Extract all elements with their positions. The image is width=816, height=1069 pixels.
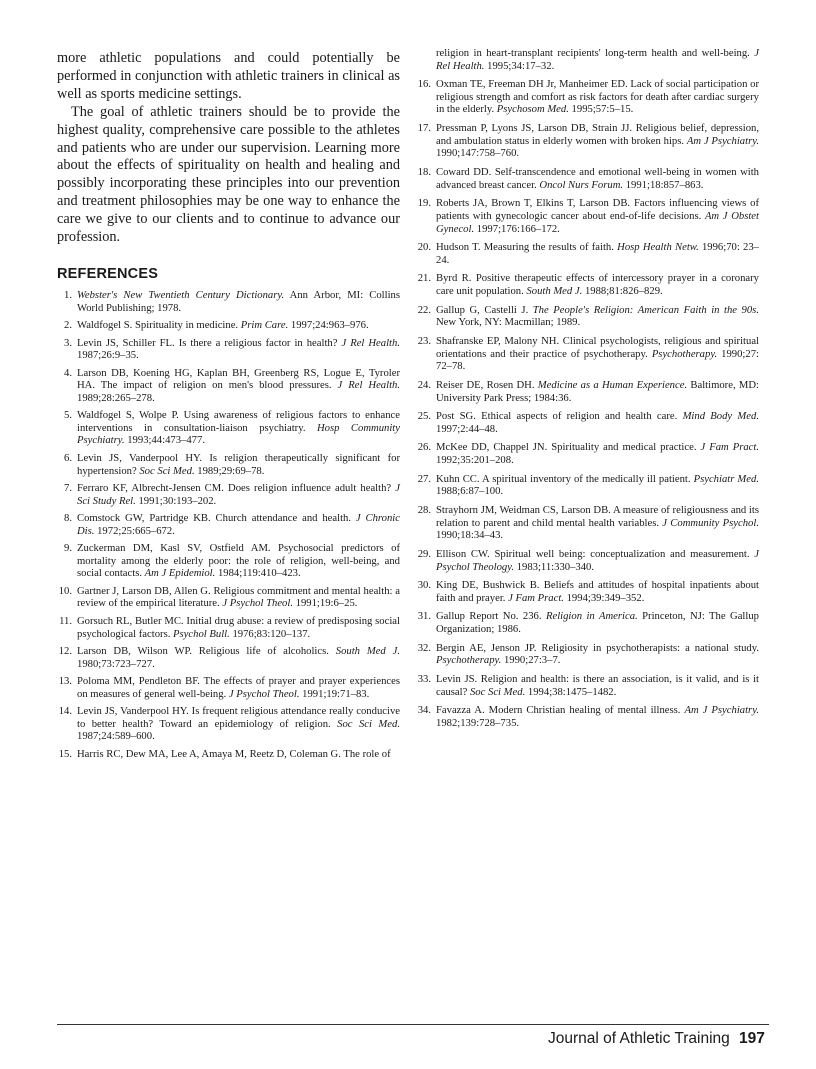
reference-item [416, 474, 759, 499]
ref-number: 30. [417, 580, 431, 592]
ref-details: Ann Arbor, MI: Collins World Publishing; 1978. [77, 289, 400, 314]
ref-journal: Psychol Bull. [173, 628, 230, 640]
ref-journal: J Psychol Theology. [436, 548, 759, 573]
body-paragraph: more athletic populations and could potentially be performed in conjunction with athletic trainers in clinical as well as sports medicine settings. [57, 50, 400, 102]
ref-details: 1990;27:3–7. [501, 655, 561, 667]
ref-journal: J Community Psychol. [662, 517, 759, 529]
ref-number: 33. [417, 674, 431, 686]
ref-details: 1991;18:857–863. [623, 179, 704, 191]
reference-item [416, 411, 759, 436]
ref-number: 32. [417, 642, 431, 654]
ref-journal: J Rel Health. [436, 48, 759, 72]
reference-item [416, 549, 759, 574]
ref-number: 7. [64, 483, 72, 495]
ref-text: Ellison CW. Spiritual well being: conceptualization and measurement. [436, 548, 755, 560]
ref-journal: Soc Sci Med. [337, 718, 400, 730]
ref-text: Roberts JA, Brown T, Elkins T, Larson DB. Factors influencing views of patients with gynecologic cancer about end-of-life decisions. [436, 198, 759, 222]
ref-journal: J Rel Health. [341, 337, 400, 349]
ref-text: Kuhn CC. A spiritual inventory of the medically ill patient. [436, 473, 694, 485]
reference-item [416, 273, 759, 298]
reference-item [57, 368, 400, 406]
ref-details: 1997;24:963–976. [288, 320, 369, 332]
ref-journal: J Fam Pract. [508, 592, 564, 604]
ref-journal: Oncol Nurs Forum. [539, 179, 624, 191]
ref-details: Princeton, NJ: The Gallup Organization; 1986. [436, 611, 759, 636]
reference-item [57, 320, 400, 333]
ref-text: Favazza A. Modern Christian healing of mental illness. [436, 705, 685, 717]
reference-item [416, 336, 759, 374]
reference-item [57, 410, 400, 448]
reference-item [416, 442, 759, 467]
ref-text: Pressman P, Lyons JS, Larson DB, Strain JJ. Religious belief, depression, and ambulation status in elderly women with broken hips. [436, 123, 759, 147]
ref-text: Harris RC, Dew MA, Lee A, Amaya M, Reetz D, Coleman G. The role of [77, 748, 391, 760]
ref-text: Zuckerman DM, Kasl SV, Ostfield AM. Psychosocial predictors of mortality among the elderly poor: the role of religion, well-being, and social contacts. [77, 543, 400, 580]
ref-details: 1988;6:87–100. [436, 486, 504, 498]
ref-text: Shafranske EP, Malony NH. Clinical psychologists, religious and spiritual orientations and their practice of psychotherapy. [436, 336, 759, 360]
ref-journal: Hosp Community Psychiatry. [77, 422, 400, 447]
ref-details: 1987;26:9–35. [77, 350, 139, 362]
ref-number: 18. [417, 167, 431, 179]
ref-journal: Psychotherapy. [436, 655, 502, 667]
ref-journal: Psychotherapy. [651, 348, 718, 360]
ref-number: 2. [64, 320, 72, 332]
ref-journal: Am J Epidemiol. [144, 568, 216, 580]
ref-journal: Psychosom Med. [496, 104, 569, 116]
ref-journal: Am J Psychiatry. [686, 135, 759, 147]
ref-number: 24. [417, 379, 431, 391]
ref-number: 8. [64, 513, 72, 525]
ref-text: Waldfogel S, Wolpe P. Using awareness of religious factors to enhance interventions in consultation-liaison psychiatry. [77, 410, 400, 434]
reference-item [416, 643, 759, 668]
ref-number: 4. [64, 367, 72, 379]
ref-number: 23. [417, 336, 431, 348]
ref-text: Post SG. Ethical aspects of religion and health care. [436, 411, 683, 423]
ref-number: 9. [64, 543, 72, 555]
ref-details: 1984;119:410–423. [215, 568, 301, 580]
ref-details: 1980;73:723–727. [77, 658, 155, 670]
ref-journal: South Med J. [335, 646, 400, 658]
ref-details: Baltimore, MD: University Park Press; 1984:36. [436, 379, 759, 404]
reference-item [57, 646, 400, 671]
ref-details: 1972;25:665–672. [94, 525, 175, 537]
reference-item [416, 674, 759, 699]
ref-journal: J Psychol Theol. [228, 688, 300, 700]
ref-number: 16. [417, 79, 431, 91]
ref-text: Gartner J, Larson DB, Allen G. Religious commitment and mental health: a review of the empirical literature. [77, 585, 400, 610]
ref-number: 6. [64, 452, 72, 464]
ref-details: 1989;28:265–278. [77, 392, 155, 404]
references-heading: REFERENCES [57, 265, 159, 282]
ref-text: Ferraro KF, Albrecht-Jensen CM. Does religion influence adult health? [77, 483, 396, 495]
ref-details: 1992;35:201–208. [436, 455, 514, 467]
footer-rule [57, 1024, 769, 1025]
ref-text: Strayhorn JM, Weidman CS, Larson DB. A measure of religiousness and its relation to parent and child mental health variables. [436, 505, 759, 529]
left-column [57, 50, 400, 766]
ref-number: 19. [417, 198, 431, 210]
ref-details: 1982;139:728–735. [436, 717, 520, 729]
ref-number: 12. [58, 646, 72, 658]
ref-journal: J Chronic Dis. [77, 513, 400, 537]
ref-details: 1996;70: 23–24. [436, 242, 759, 266]
ref-details: 1990;18:34–43. [436, 530, 504, 542]
ref-number: 27. [417, 473, 431, 485]
ref-number: 31. [417, 611, 431, 623]
ref-journal: J Psychol Theol. [222, 598, 293, 610]
ref-text: Levin JS, Vanderpool HY. Is frequent religious attendance really conducive to better health? Toward an epidemiology of religion. [77, 706, 400, 730]
ref-text: Larson DB, Wilson WP. Religious life of alcoholics. [77, 646, 336, 658]
reference-item [416, 123, 759, 161]
reference-item [416, 611, 759, 636]
ref-number: 1. [64, 289, 72, 301]
ref-details: 1991;19:6–25. [292, 598, 358, 610]
reference-item [57, 749, 400, 762]
ref-text: Levin JS, Vanderpool HY. Is religion therapeutically significant for hypertension? [77, 452, 400, 477]
article-body [57, 50, 400, 247]
ref-details: 1989;29:69–78. [194, 465, 265, 477]
reference-item [416, 380, 759, 405]
ref-details: 1990;147:758–760. [436, 148, 520, 160]
ref-details: 1991;19:71–83. [299, 688, 370, 700]
right-column [416, 48, 759, 737]
reference-item [416, 705, 759, 730]
ref-journal: J Fam Pract. [700, 442, 759, 454]
ref-journal: Mind Body Med. [682, 411, 759, 423]
reference-item [416, 242, 759, 267]
ref-details: 1997;2:44–48. [436, 423, 498, 435]
ref-text: Poloma MM, Pendleton BF. The effects of prayer and prayer experiences on measures of general well-being. [77, 676, 400, 700]
ref-number: 21. [417, 273, 431, 285]
ref-journal: Am J Psychiatry. [684, 705, 759, 717]
ref-text: Byrd R. Positive therapeutic effects of intercessory prayer in a coronary care unit population. [436, 273, 759, 298]
ref-number: 10. [58, 585, 72, 597]
body-paragraph: The goal of athletic trainers should be to provide the highest quality, comprehensive care possible to the athletes and patients who are under our supervision. Learning more about the effects of spirituality on health and healing and possibly incorporating these principles into our prevention and treatment philosophies may be one way to enhance the care we give to our clients and to continue to advance our profession. [57, 103, 400, 246]
page-number: 197 [739, 1030, 765, 1047]
ref-number: 13. [58, 676, 72, 688]
reference-item [57, 513, 400, 538]
ref-text: Gallup Report No. 236. [436, 611, 546, 623]
ref-number: 34. [417, 705, 431, 717]
ref-details: 1990;27: 72–78. [436, 348, 759, 373]
ref-number: 5. [64, 410, 72, 422]
ref-details: 1994;38:1475–1482. [525, 686, 617, 698]
ref-details: 1983;11:330–340. [514, 561, 595, 573]
ref-text: Hudson T. Measuring the results of faith. [436, 242, 618, 254]
ref-number: 20. [417, 242, 431, 254]
ref-number: 26. [417, 442, 431, 454]
ref-details: 1995;57:5–15. [568, 104, 634, 116]
reference-item [57, 483, 400, 508]
ref-details: 1987;24:589–600. [77, 731, 155, 743]
ref-text: Gallup G, Castelli J. [436, 304, 533, 316]
ref-journal: Hosp Health Netw. [617, 242, 699, 254]
ref-details: 1991;30:193–202. [135, 495, 217, 507]
reference-item [57, 543, 400, 581]
reference-item [57, 586, 400, 611]
ref-number: 22. [417, 304, 431, 316]
ref-journal: J Sci Study Rel. [77, 483, 400, 507]
ref-number: 28. [417, 505, 431, 517]
ref-text: Oxman TE, Freeman DH Jr, Manheimer ED. Lack of social participation or religious strength and comfort as risk factors for death after cardiac surgery in the elderly. [436, 79, 759, 116]
reference-item [416, 305, 759, 330]
ref-number: 29. [417, 548, 431, 560]
reference-item [416, 580, 759, 605]
reference-list-right [416, 79, 759, 730]
ref-text: Levin JS, Schiller FL. Is there a religious factor in health? [77, 337, 342, 349]
ref-number: 14. [58, 706, 72, 718]
ref-text: McKee DD, Chappel JN. Spirituality and medical practice. [436, 442, 701, 454]
ref-journal: Am J Obstet Gynecol. [436, 210, 759, 235]
reference-list-left [57, 290, 400, 761]
ref-journal: The People's Religion: American Faith in the 90s. [532, 304, 759, 316]
ref-number: 17. [417, 123, 431, 135]
ref-number: 11. [59, 615, 72, 627]
ref-details: 1997;176:166–172. [474, 223, 560, 235]
ref-text: Levin JS. Religion and health: is there an association, is it valid, and is it causal? [436, 674, 759, 698]
reference-item [57, 706, 400, 744]
ref-journal: Medicine as a Human Experience. [537, 379, 688, 391]
ref-details: 1995;34:17–32. [484, 60, 555, 72]
ref-text: Reiser DE, Rosen DH. [436, 379, 538, 391]
reference-item [57, 290, 400, 315]
ref-journal: Soc Sci Med. [469, 686, 526, 698]
reference-item [416, 505, 759, 543]
ref-journal: Religion in America. [545, 611, 638, 623]
ref-number: 25. [417, 411, 431, 423]
ref-journal: South Med J. [526, 286, 583, 298]
ref-text: Coward DD. Self-transcendence and emotional well-being in women with advanced breast cancer. [436, 167, 759, 191]
ref-details: 1994;39:349–352. [563, 592, 645, 604]
ref-number: 3. [64, 337, 72, 349]
ref-text: Waldfogel S. Spirituality in medicine. [77, 320, 241, 332]
ref-journal: Prim Care. [240, 320, 289, 332]
ref-journal: J Rel Health. [337, 380, 401, 392]
ref-text: Gorsuch RL, Butler MC. Initial drug abuse: a review of predisposing social psychological factors. [77, 615, 400, 640]
ref-details: 1993;44:473–477. [124, 435, 205, 447]
journal-name: Journal of Athletic Training [548, 1030, 730, 1047]
ref-details: 1976;83:120–137. [229, 628, 311, 640]
reference-item [57, 616, 400, 641]
ref-details: New York, NY: Macmillan; 1989. [436, 317, 581, 329]
reference-item [57, 338, 400, 363]
reference-item [416, 198, 759, 236]
reference-continuation [416, 48, 759, 73]
reference-item [57, 453, 400, 478]
ref-text: Larson DB, Koening HG, Kaplan BH, Greenberg RS, Logue E, Tyroler HA. The impact of religion on men's blood pressures. [77, 367, 400, 392]
ref-journal: Soc Sci Med. [139, 465, 195, 477]
ref-journal: Webster's New Twentieth Century Dictionary. [77, 289, 285, 301]
ref-details: 1988;81:826–829. [582, 286, 663, 298]
reference-item [57, 676, 400, 701]
reference-item [416, 167, 759, 192]
ref-text: Bergin AE, Jenson JP. Religiosity in psychotherapists: a national study. [436, 642, 759, 654]
ref-journal: Psychiatr Med. [693, 473, 759, 485]
ref-text: Comstock GW, Partridge KB. Church attendance and health. [77, 513, 356, 525]
ref-number: 15. [58, 748, 72, 760]
ref-text: religion in heart-transplant recipients' long-term health and well-being. [436, 48, 755, 59]
reference-item [416, 79, 759, 117]
ref-text: King DE, Bushwick B. Beliefs and attitudes of hospital inpatients about faith and prayer. [436, 580, 759, 604]
